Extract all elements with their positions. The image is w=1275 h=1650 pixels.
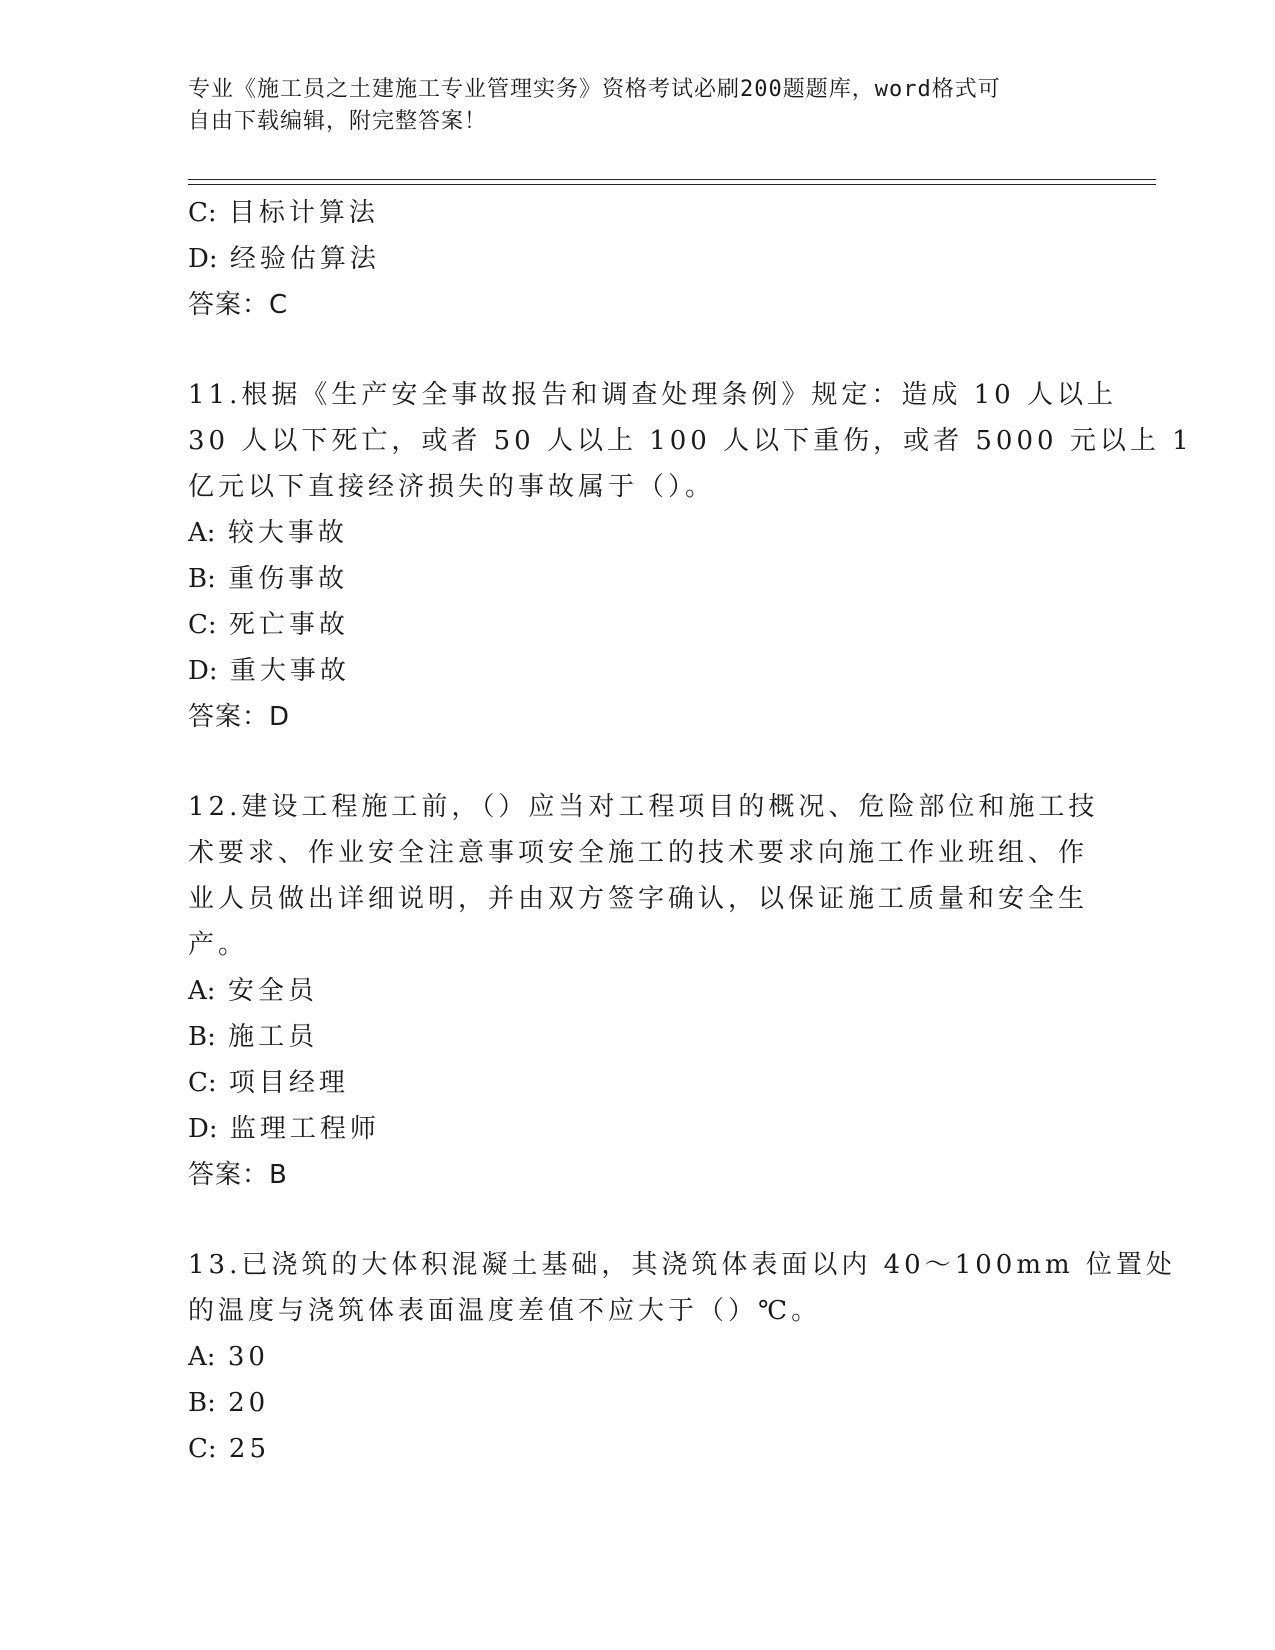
spacer (188, 740, 1088, 784)
option-d (188, 1106, 1088, 1152)
option-text: 监理工程师 (229, 1114, 380, 1144)
option-b (188, 1380, 1088, 1426)
header-line-2: 自由下载编辑，附完整答案！ (188, 109, 488, 134)
question-text-line: 11.根据《生产安全事故报告和调查处理条例》规定：造成 10 人以上 (188, 380, 1117, 410)
option-text: 较大事故 (227, 518, 348, 548)
question-text-line: 亿元以下直接经济损失的事故属于（）。 (188, 472, 716, 502)
question-12 (188, 784, 1099, 1198)
question-text-line: 业人员做出详细说明，并由双方签字确认，以保证施工质量和安全生 (188, 884, 1089, 914)
option-text: 30 (227, 1342, 269, 1372)
option-c (188, 1426, 1088, 1472)
spacer (188, 328, 1088, 372)
option-a (188, 968, 1088, 1014)
option-b (188, 1014, 1088, 1060)
option-text: 施工员 (228, 1022, 319, 1052)
option-d (188, 648, 1088, 694)
option-c (188, 1060, 1088, 1106)
option-a (188, 1334, 1088, 1380)
option-label: B: (188, 1388, 216, 1418)
option-label: C: (188, 198, 217, 228)
question-text-line: 30 人以下死亡，或者 50 人以上 100 人以下重伤，或者 5000 元以上 1 (188, 426, 1193, 456)
header-rule-bottom (188, 184, 1156, 185)
header-line-1: 专业《施工员之土建施工专业管理实务》资格考试必刷200题题库，word格式可 (188, 77, 1001, 102)
spacer (188, 1198, 1088, 1242)
option-label: B: (188, 1022, 216, 1052)
option-label: C: (188, 1434, 217, 1464)
option-c (188, 190, 1088, 236)
answer-line: 答案：C (188, 290, 289, 320)
page-header (188, 74, 1068, 138)
option-text: 死亡事故 (228, 610, 349, 640)
question-10-tail (188, 190, 1088, 328)
option-label: D: (188, 656, 218, 686)
question-text-line: 12.建设工程施工前，（）应当对工程项目的概况、危险部位和施工技 (188, 792, 1099, 822)
option-b (188, 556, 1088, 602)
questions-body (188, 190, 1193, 1472)
option-text: 目标计算法 (228, 198, 379, 228)
question-text-line: 13.已浇筑的大体积混凝土基础，其浇筑体表面以内 40～100mm 位置处 (188, 1250, 1176, 1280)
option-label: A: (188, 1342, 216, 1372)
option-label: A: (188, 518, 216, 548)
option-c (188, 602, 1088, 648)
question-text-line: 的温度与浇筑体表面温度差值不应大于（）℃。 (188, 1296, 822, 1326)
option-text: 项目经理 (228, 1068, 349, 1098)
option-text: 25 (228, 1434, 271, 1464)
answer-line: 答案：D (188, 702, 291, 732)
option-label: C: (188, 610, 217, 640)
option-d (188, 236, 1088, 282)
question-text-line: 术要求、作业安全注意事项安全施工的技术要求向施工作业班组、作 (188, 838, 1089, 868)
option-label: A: (188, 976, 216, 1006)
option-text: 重伤事故 (228, 564, 349, 594)
answer-line: 答案：B (188, 1160, 288, 1190)
option-label: D: (188, 1114, 218, 1144)
question-text-line: 产。 (188, 930, 249, 960)
header-rule-top (188, 179, 1156, 180)
option-text: 重大事故 (229, 656, 350, 686)
question-11 (188, 372, 1193, 740)
option-text: 20 (228, 1388, 270, 1418)
question-13 (188, 1242, 1176, 1472)
option-label: C: (188, 1068, 217, 1098)
option-text: 经验估算法 (229, 244, 380, 274)
option-a (188, 510, 1088, 556)
option-label: B: (188, 564, 216, 594)
option-label: D: (188, 244, 218, 274)
option-text: 安全员 (227, 976, 318, 1006)
